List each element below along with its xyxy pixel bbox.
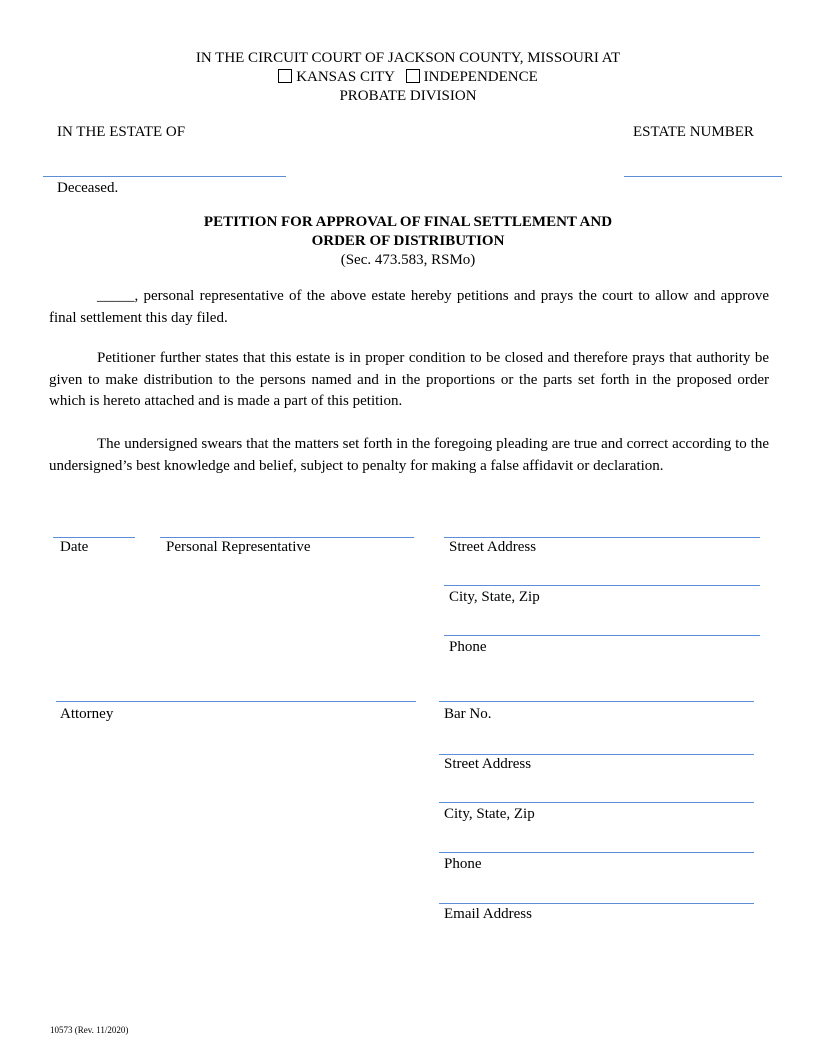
attorney-city-state-zip-field[interactable] [439,802,754,803]
distribution-paragraph: Petitioner further states that this estate is in proper condition to be closed and therefore prays that authority be given to make distribution to the persons named and in the proportions or the parts set forth in the proposed order which is hereto attached and is made a part of this petition. [49,350,769,409]
attorney-phone-field[interactable] [439,852,754,853]
representative-name-blank[interactable]: _____ [97,288,135,304]
court-heading: IN THE CIRCUIT COURT OF JACKSON COUNTY, MISSOURI AT [195,50,621,66]
independence-label: INDEPENDENCE [423,69,538,85]
affidavit-paragraph: The undersigned swears that the matters set forth in the foregoing pleading are true and correct according to the undersigned’s best knowledge and belief, subject to penalty for making a false affidavit or declaration. [49,436,769,474]
bar-number-label: Bar No. [444,706,492,722]
personal-representative-label: Personal Representative [166,539,311,555]
attorney-email-field[interactable] [439,903,754,904]
date-label: Date [60,539,89,555]
form-number: 10573 (Rev. 11/2020) [50,1025,129,1035]
personal-representative-signature-field[interactable] [160,537,414,538]
attorney-label: Attorney [60,706,114,722]
date-field[interactable] [53,537,135,538]
division-heading: PROBATE DIVISION [339,88,477,104]
petition-title-line1: PETITION FOR APPROVAL OF FINAL SETTLEMENT AND [203,214,613,230]
estate-number-field[interactable] [624,176,782,177]
estate-of-label: IN THE ESTATE OF [57,124,186,140]
pr-city-state-zip-field[interactable] [444,585,760,586]
decedent-name-field[interactable] [43,176,286,177]
deceased-label: Deceased. [57,180,119,196]
bar-number-field[interactable] [439,701,754,702]
petition-text: , personal representative of the above estate hereby petitions and prays the court to allow and approve final settlement this day filed. [49,288,769,326]
attorney-signature-field[interactable] [56,701,416,702]
estate-number-label: ESTATE NUMBER [633,124,754,140]
pr-street-address-field[interactable] [444,537,760,538]
pr-phone-label: Phone [449,639,487,655]
pr-street-address-label: Street Address [449,539,537,555]
attorney-street-address-field[interactable] [439,754,754,755]
attorney-city-state-zip-label: City, State, Zip [444,806,535,822]
location-options [0,69,816,86]
pr-city-state-zip-label: City, State, Zip [449,589,540,605]
attorney-phone-label: Phone [444,856,482,872]
attorney-email-label: Email Address [444,906,532,922]
kansas-city-checkbox[interactable] [278,69,292,83]
attorney-street-address-label: Street Address [444,756,532,772]
petition-title-line2: ORDER OF DISTRIBUTION [311,233,505,249]
statute-reference: (Sec. 473.583, RSMo) [340,252,476,268]
kansas-city-label: KANSAS CITY [296,69,395,85]
independence-checkbox[interactable] [406,69,420,83]
petition-paragraph [49,286,769,329]
pr-phone-field[interactable] [444,635,760,636]
